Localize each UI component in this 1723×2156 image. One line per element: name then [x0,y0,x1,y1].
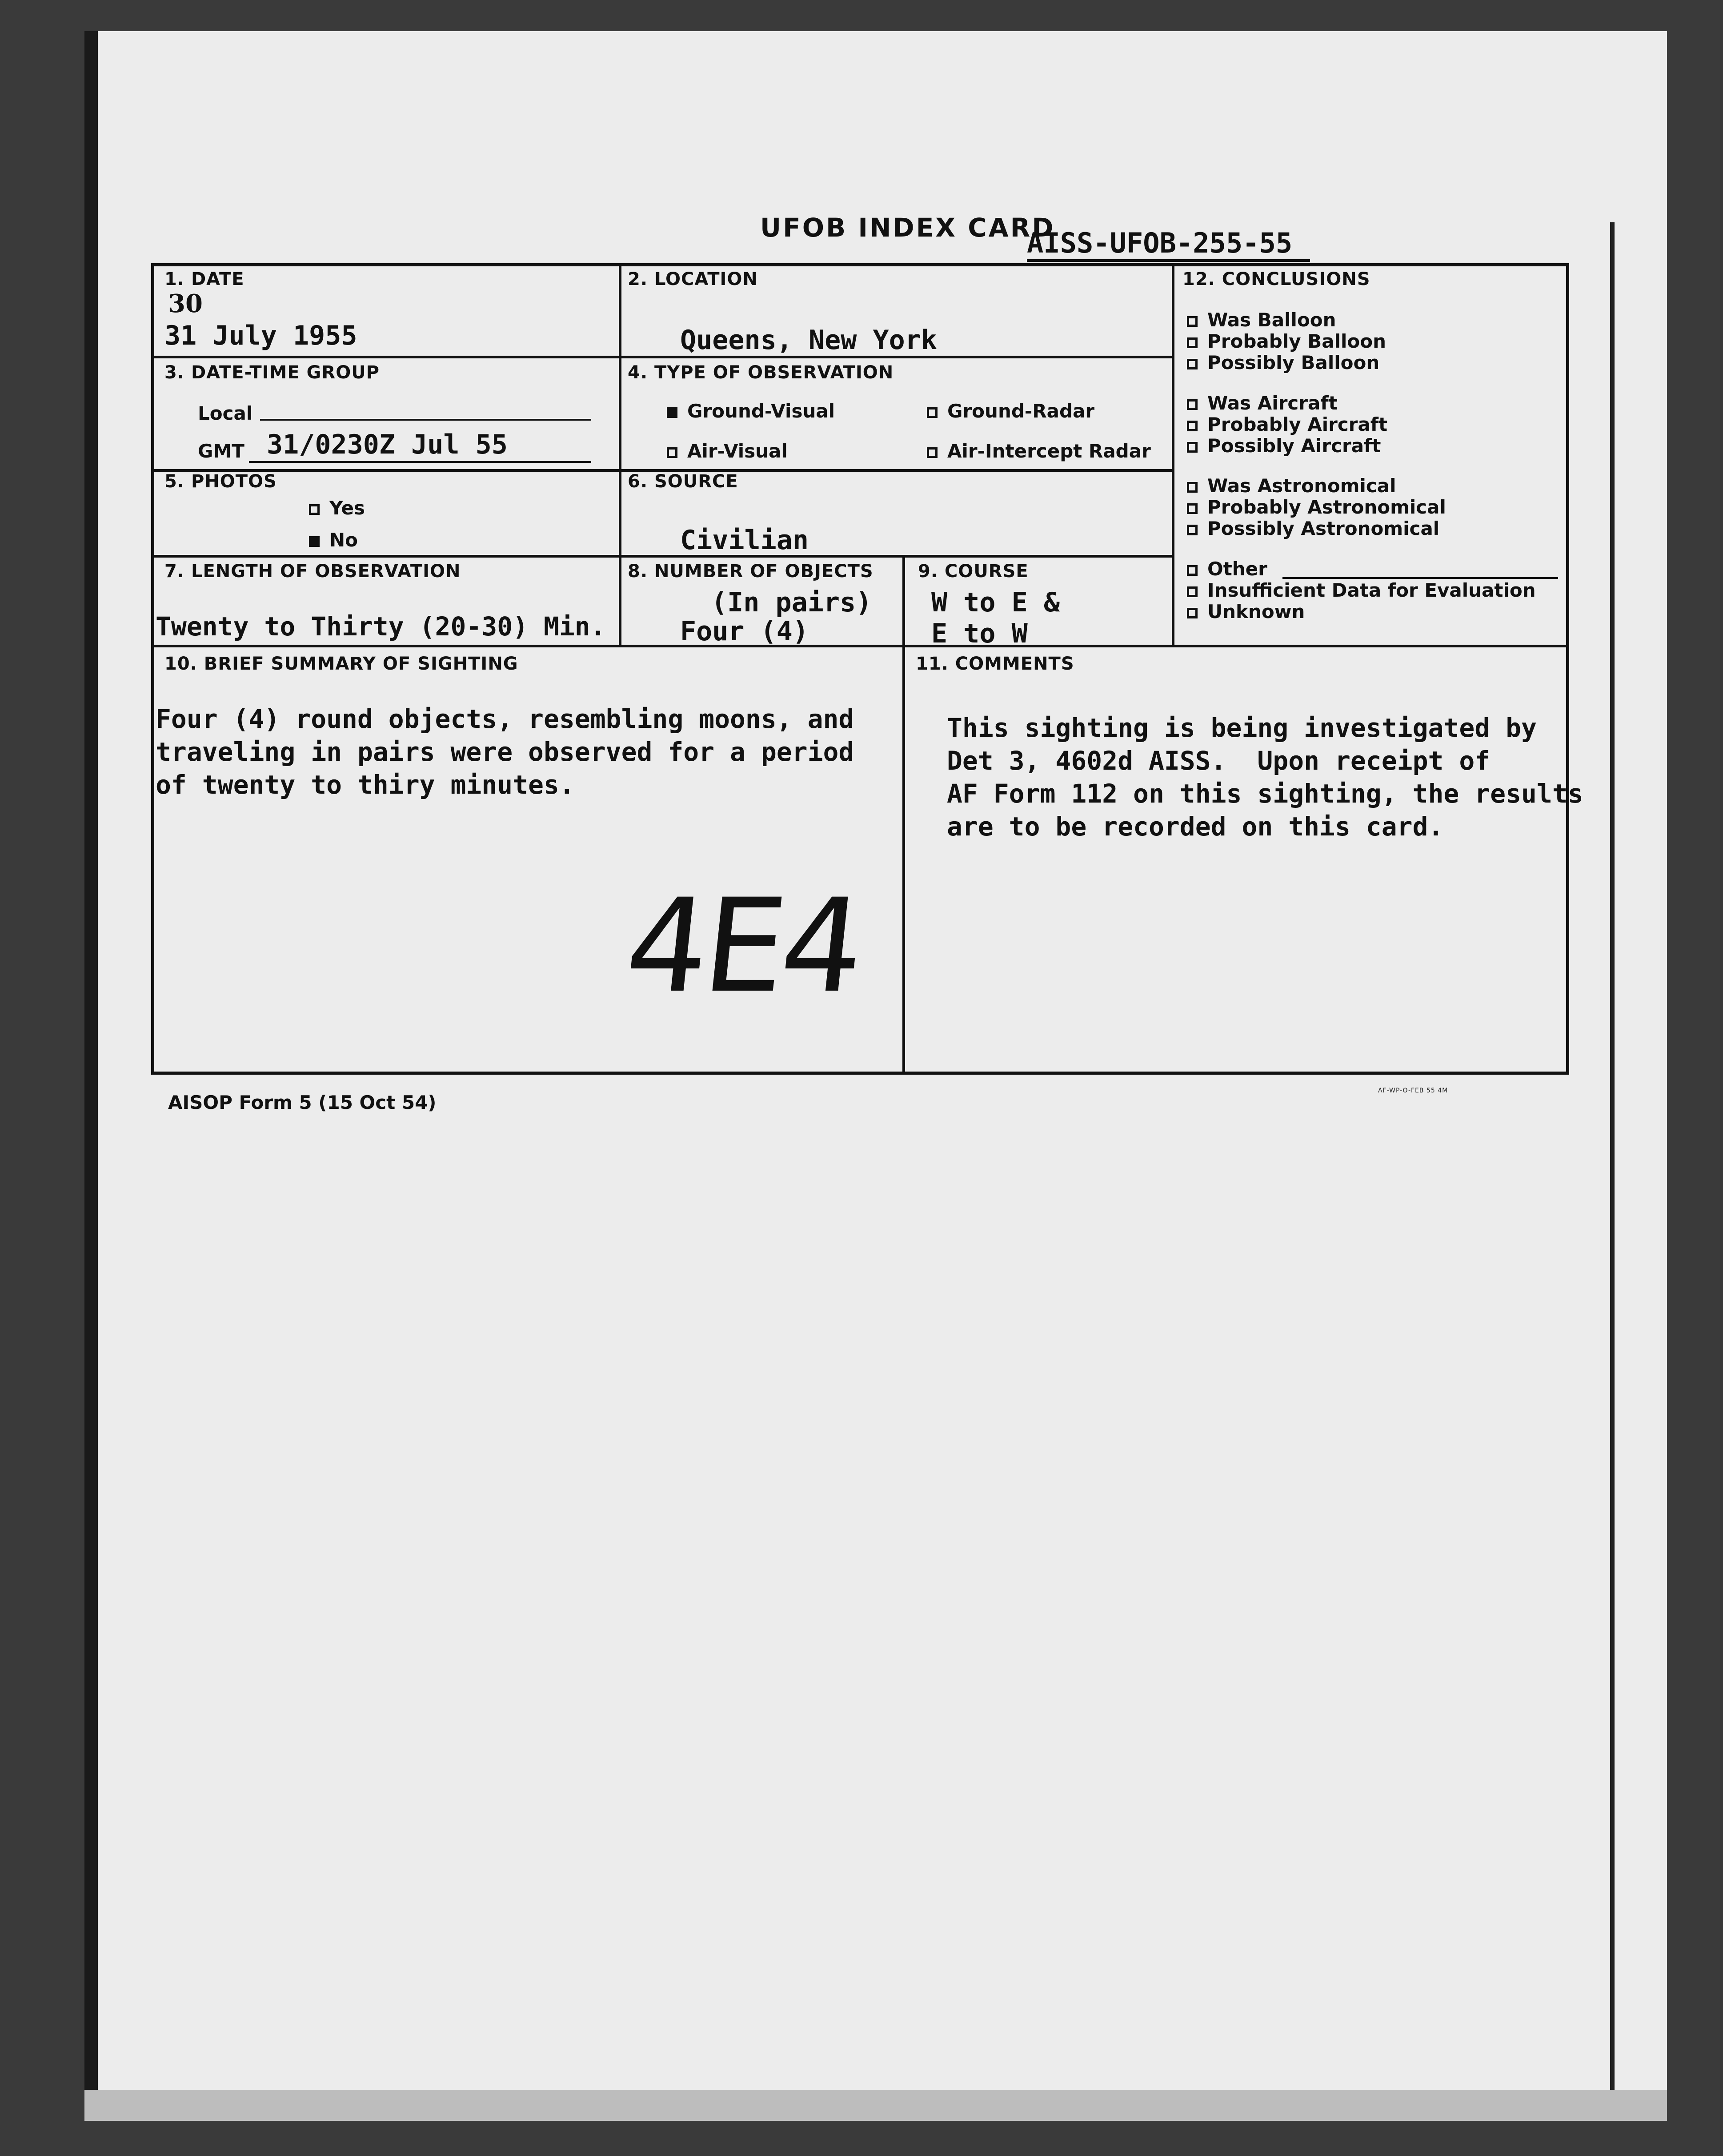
conclusion-option[interactable]: Possibly Aircraft [1187,435,1381,457]
conclusion-option[interactable]: Probably Balloon [1187,330,1386,352]
sheet-bottom-edge [84,2090,1667,2121]
divider [151,645,1569,647]
course-line-1: W to E & [931,587,1060,618]
divider [151,555,1174,558]
gmt-value: 31/0230Z Jul 55 [267,429,508,460]
other-underline [1282,577,1558,579]
local-underline [260,419,591,421]
handwritten-annotation: 4E4 [619,871,867,1021]
checkbox-icon[interactable] [1187,482,1198,493]
date-value: 31 July 1955 [164,320,357,351]
checked-box-icon[interactable] [309,536,320,547]
conclusion-option[interactable]: Insufficient Data for Evaluation [1187,579,1536,601]
checkbox-icon[interactable] [1187,421,1198,431]
date-time-group-label: 3. DATE-TIME GROUP [164,362,380,383]
checkbox-icon[interactable] [1187,503,1198,514]
conclusions-label: 12. CONCLUSIONS [1182,269,1370,289]
checkbox-icon[interactable] [1187,608,1198,618]
checkbox-icon[interactable] [1187,399,1198,410]
date-label: 1. DATE [164,269,244,289]
conclusion-option[interactable]: Possibly Astronomical [1187,518,1439,539]
gmt-underline [249,461,591,463]
checkbox-icon[interactable] [309,504,320,515]
checkbox-icon[interactable] [1187,586,1198,597]
conclusion-option[interactable]: Unknown [1187,601,1305,622]
photos-label: 5. PHOTOS [164,471,277,492]
divider [1172,263,1174,646]
card-title: UFOB INDEX CARD [760,213,1055,243]
checkbox-icon[interactable] [927,447,938,458]
air-visual-option[interactable]: Air-Visual [667,440,788,462]
checkbox-icon[interactable] [1187,316,1198,327]
course-label: 9. COURSE [918,561,1029,582]
ground-visual-option[interactable]: Ground-Visual [667,400,835,422]
local-label: Local [198,402,253,424]
checkbox-icon[interactable] [667,447,677,458]
checked-box-icon[interactable] [667,407,677,418]
date-correction: 30 [168,289,203,318]
sheet-left-edge [84,31,98,2121]
course-line-2: E to W [931,618,1028,649]
divider [902,556,905,645]
conclusion-option[interactable]: Was Aircraft [1187,392,1338,414]
photos-no-option[interactable]: No [309,529,358,551]
number-of-objects-label: 8. NUMBER OF OBJECTS [628,561,874,582]
checkbox-icon[interactable] [1187,359,1198,369]
air-intercept-radar-option[interactable]: Air-Intercept Radar [927,440,1151,462]
comments-label: 11. COMMENTS [916,654,1074,674]
gmt-label: GMT [198,440,244,462]
photos-yes-option[interactable]: Yes [309,497,365,519]
sheet-right-edge [1610,222,1615,2090]
location-value: Queens, New York [680,325,937,356]
conclusion-option[interactable]: Was Balloon [1187,309,1336,331]
checkbox-icon[interactable] [1187,565,1198,576]
checkbox-icon[interactable] [1187,442,1198,453]
comments-text: This sighting is being investigated by Det 3, 4602d AISS. Upon receipt of AF Form 112 on this sighting, the results are to be recorded on this card. [947,713,1583,842]
form-footer: AISOP Form 5 (15 Oct 54) [168,1092,437,1113]
conclusion-option[interactable]: Probably Aircraft [1187,414,1387,435]
location-label: 2. LOCATION [628,269,758,289]
length-of-observation-value: Twenty to Thirty (20-30) Min. [156,611,606,642]
checkbox-icon[interactable] [927,407,938,418]
type-of-observation-label: 4. TYPE OF OBSERVATION [628,362,894,383]
ground-radar-option[interactable]: Ground-Radar [927,400,1094,422]
conclusion-option[interactable]: Possibly Balloon [1187,352,1379,373]
summary-text: Four (4) round objects, resembling moons, and traveling in pairs were observed for a period of twenty to thiry minutes. [156,704,854,800]
checkbox-icon[interactable] [1187,525,1198,535]
source-value: Civilian [680,525,809,556]
conclusion-option[interactable]: Probably Astronomical [1187,496,1446,518]
summary-label: 10. BRIEF SUMMARY OF SIGHTING [164,654,518,674]
divider [619,263,621,646]
objects-count: Four (4) [680,616,809,647]
printer-code: AF-WP-O-FEB 55 4M [1378,1087,1448,1094]
source-label: 6. SOURCE [628,471,738,492]
objects-note: (In pairs) [711,587,872,618]
length-of-observation-label: 7. LENGTH OF OBSERVATION [164,561,461,582]
conclusion-option[interactable]: Was Astronomical [1187,475,1396,497]
conclusion-option[interactable]: Other [1187,558,1267,580]
checkbox-icon[interactable] [1187,337,1198,348]
card-id: AISS-UFOB-255-55 [1027,227,1293,259]
divider [151,356,1174,358]
